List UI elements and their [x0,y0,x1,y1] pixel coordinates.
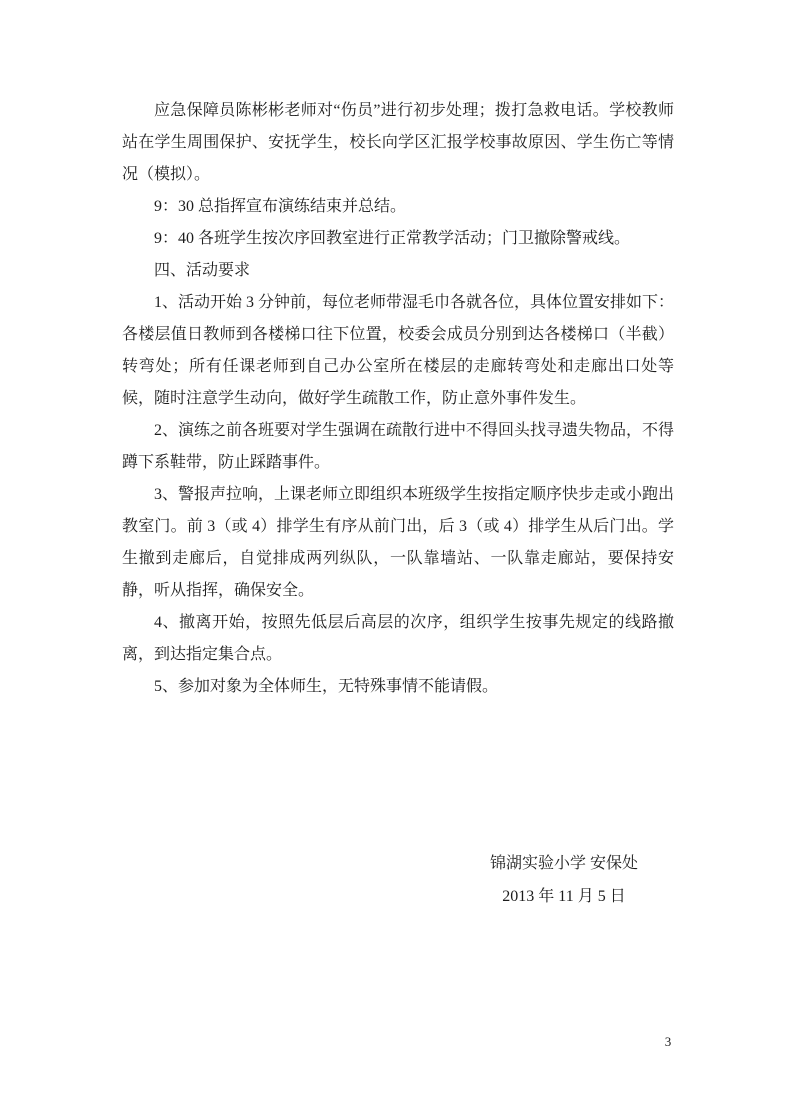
requirement-3: 3、警报声拉响，上课老师立即组织本班级学生按指定顺序快步走或小跑出教室门。前 3（或 4）排学生有序从前门出，后 3（或 4）排学生从后门出。学生撤到走廊后，自觉排成两列纵队，一队靠墙站、一队靠走廊站，要保持安静，听从指挥，确保安全。 [122,486,675,599]
requirement-4: 4、撤离开始，按照先低层后高层的次序，组织学生按事先规定的线路撤离，到达指定集合点。 [122,614,674,663]
signature-block [418,847,710,913]
signature-date: 2013 年 11 月 5 日 [502,888,626,905]
paragraph-schedule-940: 9：40 各班学生按次序回教室进行正常教学活动；门卫撤除警戒线。 [154,230,631,247]
page-number: 3 [664,1034,672,1049]
paragraph-schedule-930: 9：30 总指挥宣布演练结束并总结。 [154,198,407,215]
paragraph-injury-handling: 应急保障员陈彬彬老师对“伤员”进行初步处理；拨打急救电话。学校教师站在学生周围保护、安抚学生，校长向学区汇报学校事故原因、学生伤亡等情况（模拟）。 [122,102,674,183]
requirement-2: 2、演练之前各班要对学生强调在疏散行进中不得回头找寻遗失物品，不得蹲下系鞋带，防止踩踏事件。 [122,422,675,471]
requirement-5: 5、参加对象为全体师生，无特殊事情不能请假。 [154,678,499,695]
document-body [122,95,674,703]
requirement-1: 1、活动开始 3 分钟前，每位老师带湿毛巾各就各位，具体位置安排如下：各楼层值日教师到各楼梯口往下位置，校委会成员分别到达各楼梯口（半截）转弯处；所有任课老师到自己办公室所在楼层的走廊转弯处和走廊出口处等候，随时注意学生动向，做好学生疏散工作，防止意外事件发生。 [122,294,675,407]
section-heading-activity-requirements: 四、活动要求 [154,262,251,279]
signature-org: 锦湖实验小学 安保处 [489,855,638,872]
